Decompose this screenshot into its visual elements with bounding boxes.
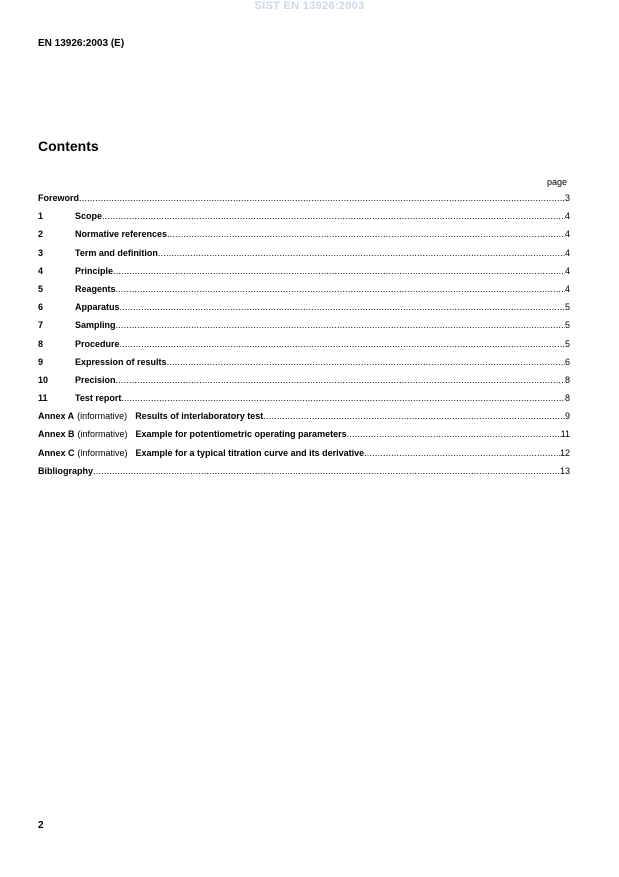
toc-title: Procedure	[75, 338, 120, 349]
toc-entry-annex-b[interactable]	[38, 429, 570, 447]
annex-type: (informative)	[77, 411, 128, 422]
dot-leader	[167, 357, 565, 367]
table-of-contents	[38, 193, 570, 484]
toc-number: 11	[38, 393, 48, 404]
toc-page: 5	[564, 338, 570, 349]
toc-page: 11	[560, 429, 570, 440]
toc-title: Sampling	[75, 320, 116, 331]
toc-number: 3	[38, 247, 44, 258]
annex-type: (informative)	[77, 447, 128, 458]
toc-entry-clause-6[interactable]	[38, 302, 570, 320]
annex-label: Annex A	[38, 411, 75, 422]
toc-number: 6	[38, 302, 44, 313]
toc-title: Test report	[75, 393, 122, 404]
toc-entry-clause-10[interactable]	[38, 375, 570, 393]
dot-leader	[116, 320, 565, 330]
annex-label: Annex B	[38, 429, 75, 440]
dot-leader	[347, 429, 561, 439]
toc-title: Precision	[75, 374, 116, 385]
toc-number: 2	[38, 229, 44, 240]
toc-entry-bibliography[interactable]	[38, 466, 570, 484]
dot-leader	[120, 339, 565, 349]
toc-page: 5	[564, 302, 570, 313]
toc-number: 1	[38, 211, 44, 222]
toc-title: Foreword	[38, 193, 80, 203]
toc-entry-clause-11[interactable]	[38, 393, 570, 411]
toc-page: 3	[564, 193, 570, 203]
toc-entry-clause-9[interactable]	[38, 357, 570, 375]
toc-page: 5	[564, 320, 570, 331]
page-column-label: page	[546, 177, 567, 187]
toc-page: 4	[564, 247, 570, 258]
page-number: 2	[38, 820, 44, 831]
dot-leader	[121, 393, 565, 403]
dot-leader	[158, 248, 565, 258]
dot-leader	[116, 375, 565, 385]
toc-page: 4	[564, 265, 570, 276]
toc-number: 8	[38, 338, 44, 349]
watermark: SIST EN 13926:2003	[254, 0, 365, 12]
dot-leader	[93, 466, 560, 476]
dot-leader	[113, 266, 565, 276]
toc-page: 4	[564, 211, 570, 222]
toc-page: 4	[564, 283, 570, 294]
toc-title: Scope	[75, 211, 103, 222]
toc-entry-clause-8[interactable]	[38, 339, 570, 357]
dot-leader	[364, 448, 560, 458]
toc-entry-clause-2[interactable]	[38, 229, 570, 247]
toc-number: 9	[38, 356, 44, 367]
dot-leader	[120, 302, 565, 312]
dot-leader	[167, 229, 565, 239]
toc-page: 9	[564, 411, 570, 422]
annex-type: (informative)	[77, 429, 128, 440]
toc-entry-annex-a[interactable]	[38, 411, 570, 429]
toc-title: Results of interlaboratory test	[135, 411, 264, 422]
toc-entry-foreword[interactable]	[38, 193, 570, 211]
toc-page: 12	[559, 447, 570, 458]
toc-entry-clause-7[interactable]	[38, 320, 570, 338]
toc-number: 7	[38, 320, 44, 331]
toc-number: 5	[38, 283, 44, 294]
toc-entry-clause-3[interactable]	[38, 248, 570, 266]
toc-page: 8	[564, 374, 570, 385]
toc-title: Bibliography	[38, 465, 94, 476]
toc-title: Principle	[75, 265, 114, 276]
toc-title: Example for potentiometric operating parameters	[135, 429, 347, 440]
dot-leader	[263, 411, 565, 421]
toc-entry-annex-c[interactable]	[38, 448, 570, 466]
toc-page: 8	[564, 393, 570, 404]
document-id: EN 13926:2003 (E)	[38, 38, 125, 49]
contents-title: Contents	[38, 138, 99, 154]
annex-label: Annex C	[38, 447, 75, 458]
toc-entry-clause-4[interactable]	[38, 266, 570, 284]
toc-page: 4	[564, 229, 570, 240]
dot-leader	[79, 193, 565, 203]
toc-number: 4	[38, 265, 44, 276]
dot-leader	[116, 284, 565, 294]
toc-title: Example for a typical titration curve and its derivative	[135, 447, 365, 458]
toc-title: Expression of results	[75, 356, 167, 367]
toc-page: 6	[564, 356, 570, 367]
toc-title: Apparatus	[75, 302, 120, 313]
toc-entry-clause-1[interactable]	[38, 211, 570, 229]
toc-number: 10	[38, 374, 49, 385]
toc-title: Normative references	[75, 229, 168, 240]
toc-page: 13	[559, 465, 570, 476]
toc-entry-clause-5[interactable]	[38, 284, 570, 302]
toc-title: Term and definition	[75, 247, 158, 258]
dot-leader	[102, 211, 565, 221]
toc-title: Reagents	[75, 283, 116, 294]
